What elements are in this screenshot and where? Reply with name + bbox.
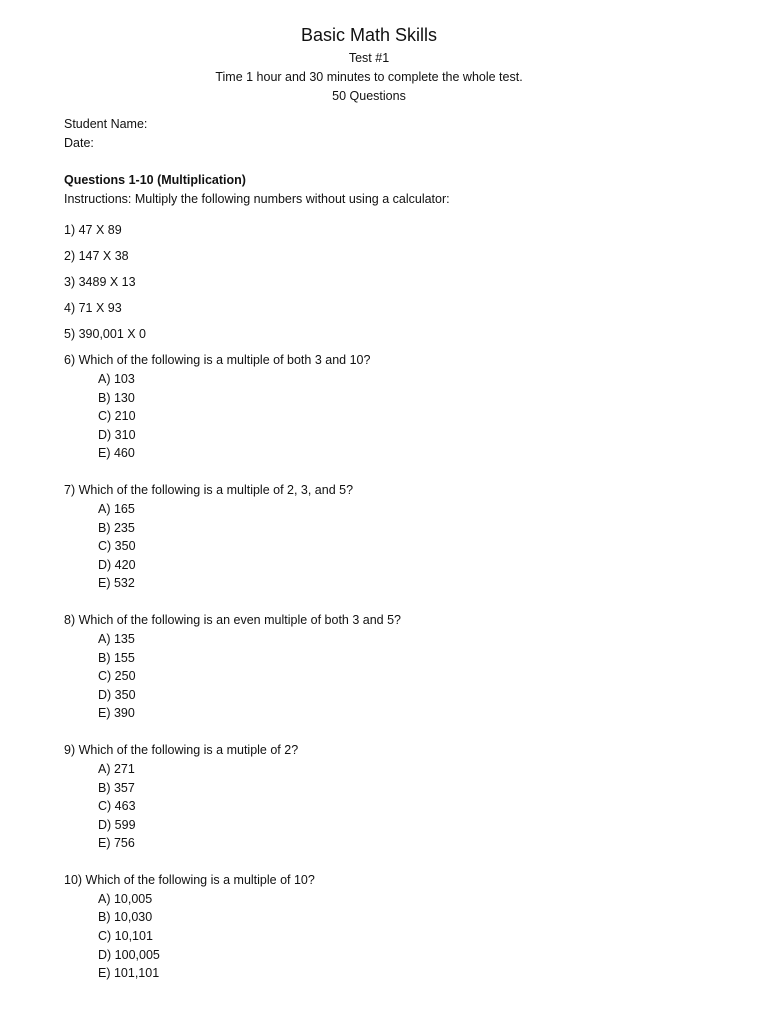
answer-choice: B) 130	[98, 390, 135, 405]
answer-choice: E) 390	[98, 706, 135, 721]
answer-choice: A) 135	[98, 631, 135, 646]
question-9	[64, 741, 744, 853]
answer-choice: E) 532	[98, 576, 135, 591]
question-5: 5) 390,001 X 0	[64, 327, 147, 341]
question-8	[64, 611, 744, 723]
answer-choice: B) 155	[98, 650, 135, 665]
answer-choice: A) 165	[98, 501, 135, 516]
question-6	[64, 351, 744, 463]
answer-choice: E) 460	[98, 446, 135, 461]
answer-choice: B) 357	[98, 780, 135, 795]
question-stem: 6) Which of the following is a multiple of both 3 and 10?	[64, 353, 371, 367]
answer-choice: E) 101,101	[98, 966, 160, 981]
section-instructions: Instructions: Multiply the following numbers without using a calculator:	[64, 192, 450, 206]
question-stem: 7) Which of the following is a multiple of 2, 3, and 5?	[64, 482, 354, 497]
answer-choice: B) 10,030	[98, 910, 153, 925]
answer-choice: C) 463	[98, 799, 136, 814]
answer-choice: B) 235	[98, 520, 135, 535]
document-header	[0, 24, 738, 106]
question-4: 4) 71 X 93	[64, 301, 122, 315]
question-count: 50 Questions	[332, 89, 406, 103]
document-title: Basic Math Skills	[300, 25, 438, 45]
test-number: Test #1	[348, 51, 390, 65]
answer-choice: D) 599	[98, 817, 136, 832]
answer-choice: A) 103	[98, 372, 135, 386]
question-2: 2) 147 X 38	[64, 249, 129, 263]
answer-choice: C) 10,101	[98, 929, 153, 944]
section-heading: Questions 1-10 (Multiplication)	[64, 173, 246, 187]
simple-question-list	[64, 221, 744, 351]
question-stem: 8) Which of the following is an even multiple of both 3 and 5?	[64, 612, 402, 627]
question-1: 1) 47 X 89	[64, 223, 122, 237]
answer-choice: D) 100,005	[98, 947, 160, 962]
student-name-label: Student Name:	[64, 117, 148, 131]
answer-choice: A) 10,005	[98, 891, 153, 906]
answer-choice: C) 250	[98, 669, 136, 684]
answer-choice: E) 756	[98, 836, 135, 851]
answer-choice: D) 310	[98, 427, 136, 442]
question-3: 3) 3489 X 13	[64, 275, 136, 289]
question-10	[64, 871, 744, 983]
answer-choice: C) 210	[98, 409, 136, 424]
date-label: Date:	[64, 136, 94, 150]
answer-choice: A) 271	[98, 761, 135, 776]
time-limit: Time 1 hour and 30 minutes to complete the whole test.	[215, 70, 523, 84]
answer-choice: D) 350	[98, 687, 136, 702]
answer-choice: D) 420	[98, 557, 136, 572]
test-body	[64, 115, 744, 1001]
question-7	[64, 481, 744, 593]
question-stem: 10) Which of the following is a multiple of 10?	[64, 872, 315, 887]
question-stem: 9) Which of the following is a mutiple of 2?	[64, 742, 299, 757]
answer-choice: C) 350	[98, 539, 136, 554]
